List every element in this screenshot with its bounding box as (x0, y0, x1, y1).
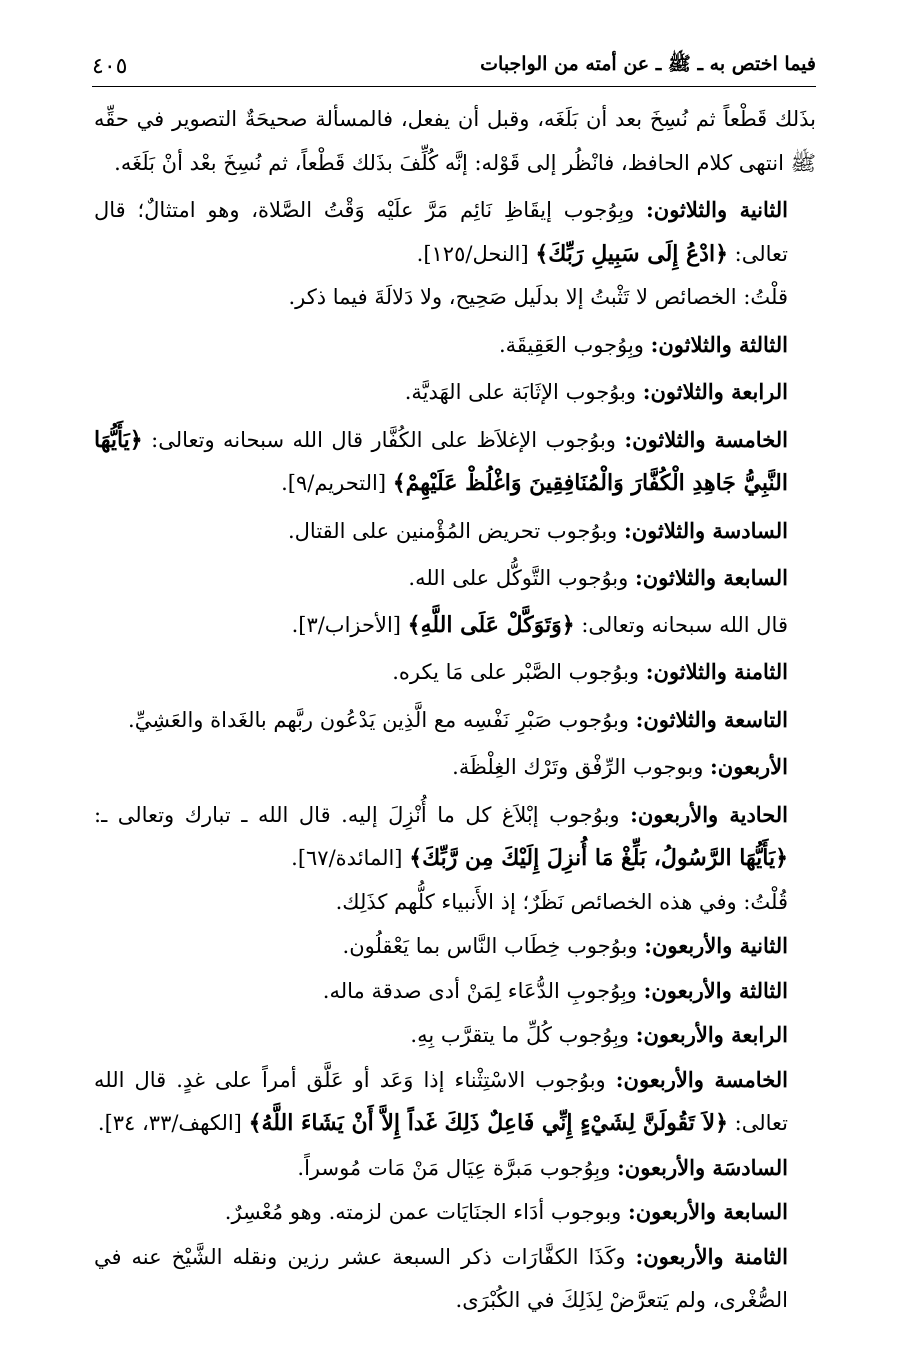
qultu-note: قلْتُ: الخصائص لا تَثْبتُ إلا بدلَيل صَحِيح، ولا دَلالَةَ فيما ذكر. (288, 285, 788, 309)
item-label: الثانية والثلاثون: (646, 197, 788, 222)
quran-verse: ﴿يَأَيُّهَا الرَّسُولُ، بَلِّغْ مَا أُنزِلَ إِلَيْكَ مِن رَّبِّكَ﴾ (409, 845, 788, 871)
item-46: السادسَة والأربعون: وبِوُجوب مَبرَّة عِيَال مَنْ مَات مُوسراً. (297, 1154, 788, 1180)
item-47: السابعة والأربعون: وبوجوب أدَاء الجنَايَات عمن لزمته. وهو مُعْسِرٌ. (224, 1199, 788, 1224)
item-45: الخامسة والأربعون: وبوُجوب الاسْتِثْناء إذا وَعَد أو عَلَّق أمراً على غدٍ. قال الله تعالى: ﴿لاَ تَقُولَنَّ لِشَيْءٍ إِنِّي فَاعِلٌ ذَلِكَ غَداً إِلاَّ أَنْ يَشَاءَ اللَّهُ﴾ [الكهف/٣٣، ٣٤]. (94, 1066, 788, 1136)
page-header (92, 46, 816, 87)
running-title: فيما اختص به ـ ﷺ ـ عن أمته من الواجبات (480, 53, 816, 75)
item-35: الخامسة والثلاثون: وبوُجوب الإغلاَظ على الكُفَّار قال الله سبحانه وتعالى: ﴿يَأَيُّهَا النَّبِيُّ جَاهِدِ الْكُفَّارَ وَالْمُنَافِقِينَ وَاغْلُظْ عَلَيْهِمْ﴾ [التحريم/٩]. (94, 426, 788, 496)
item-48: الثامنة والأربعون: وكَذَا الكفَّارَات ذكر السبعة عشر رزين ونقله الشَّيْخ عنه في الصُّغْرى، ولم يَتعرَّضْ لِذَلِكَ في الكُبْرَى. (94, 1243, 789, 1312)
item-37: السابعة والثلاثون: وبوُجوب التَّوكُّل على الله. (408, 565, 788, 590)
item-33: الثالثة والثلاثون: وبِوُجوب العَقِيقَة. (498, 331, 788, 357)
item-40: الأربعون: وبوجوب الرِّفْق وتَرْك الغِلْظَة. (452, 754, 788, 779)
tawakkul-verse-line: قال الله سبحانه وتعالى: ﴿وَتَوَكَّلْ عَلَى اللَّهِ﴾ [الأحزاب/٣]. (291, 611, 788, 638)
item-44: الرابعة والأربعون: وبِوُجوب كُلِّ ما يتقرَّب بِهِ. (410, 1022, 788, 1047)
verse-reference: [التحريم/٩]. (281, 471, 393, 495)
page-body (94, 98, 816, 1323)
page-number: ٤٠٥ (92, 53, 128, 79)
quran-verse: ﴿ادْعُ إِلَى سَبِيلِ رَبِّكَ﴾ (535, 240, 728, 267)
verse-reference: [الكهف/٣٣، ٣٤]. (97, 1111, 249, 1135)
qultu-note: قُلْتُ: وفي هذه الخصائص نَظَرٌ؛ إذ الأَنبياء كلُّهم كذَلِك. (335, 889, 788, 914)
quran-verse: ﴿لاَ تَقُولَنَّ لِشَيْءٍ إِنِّي فَاعِلٌ ذَلِكَ غَداً إِلاَّ أَنْ يَشَاءَ اللَّهُ﴾ (248, 1110, 728, 1136)
item-41: الحادية والأربعون: وبوُجوب إبْلاَغ كل ما أُنْزِلَ إليه. قال الله ـ تبارك وتعالى ـ: ﴿يَأَيُّهَا الرَّسُولُ، بَلِّغْ مَا أُنزِلَ إِلَيْكَ مِن رَّبِّكَ﴾ [المائدة/٦٧]. (94, 801, 788, 871)
verse-reference: [النحل/١٢٥]. (416, 241, 536, 266)
quran-verse: ﴿يَأَيُّهَا النَّبِيُّ جَاهِدِ الْكُفَّارَ وَالْمُنَافِقِينَ وَاغْلُظْ عَلَيْهِمْ﴾ (94, 426, 788, 496)
paragraph-continuation: بذَلك قَطْعاً ثم نُسِخَ بعد أن بَلَغَه، وقبل أن يفعل، فالمسألة صحيحَةٌ التصوير في حقِّه ﷺ انتهى كلام الحافظ، فانْظُر إلى قَوْله: إنَّه كُلِّفَ بذَلك قَطْعاً، ثم نُسِخَ بعْد أنْ بَلَغَه. (94, 107, 816, 175)
verse-reference: [الأحزاب/٣]. (291, 612, 408, 637)
item-38: الثامنة والثلاثون: وبوُجوب الصَّبْر على مَا يكره. (392, 659, 788, 684)
item-36: السادسة والثلاثون: وبوُجوب تحريض المُؤْمنين على القتال. (287, 517, 788, 543)
item-32: الثانية والثلاثون: وبِوُجوب إيقَاظِ نَائِم مَرَّ علَيْه وَقْتُ الصَّلاة، وهو امتثالٌ؛ قال تعالى: ﴿ادْعُ إِلَى سَبِيلِ رَبِّكَ﴾ [النحل/١٢٥]. (94, 197, 788, 267)
item-34: الرابعة والثلاثون: وبوُجوب الإثَابَة على الهَديَّة. (404, 379, 788, 404)
item-43: الثالثة والأربعون: وبِوُجوبِ الدُّعَاء لِمَنْ أدى صدقة ماله. (322, 977, 788, 1003)
item-39: التاسعة والثلاثون: وبوُجوب صَبْرِ نَفْسِه مع الَّذِين يَدْعُون ربَّهم بالغَداة والعَشِيِّ. (128, 706, 788, 732)
verse-reference: [المائدة/٦٧]. (291, 846, 410, 870)
item-42: الثانية والأربعون: وبوُجوب خِطَاب النَّاس بما يَعْقلُون. (342, 933, 788, 958)
quran-verse: ﴿وَتَوَكَّلْ عَلَى اللَّهِ﴾ (407, 611, 575, 638)
